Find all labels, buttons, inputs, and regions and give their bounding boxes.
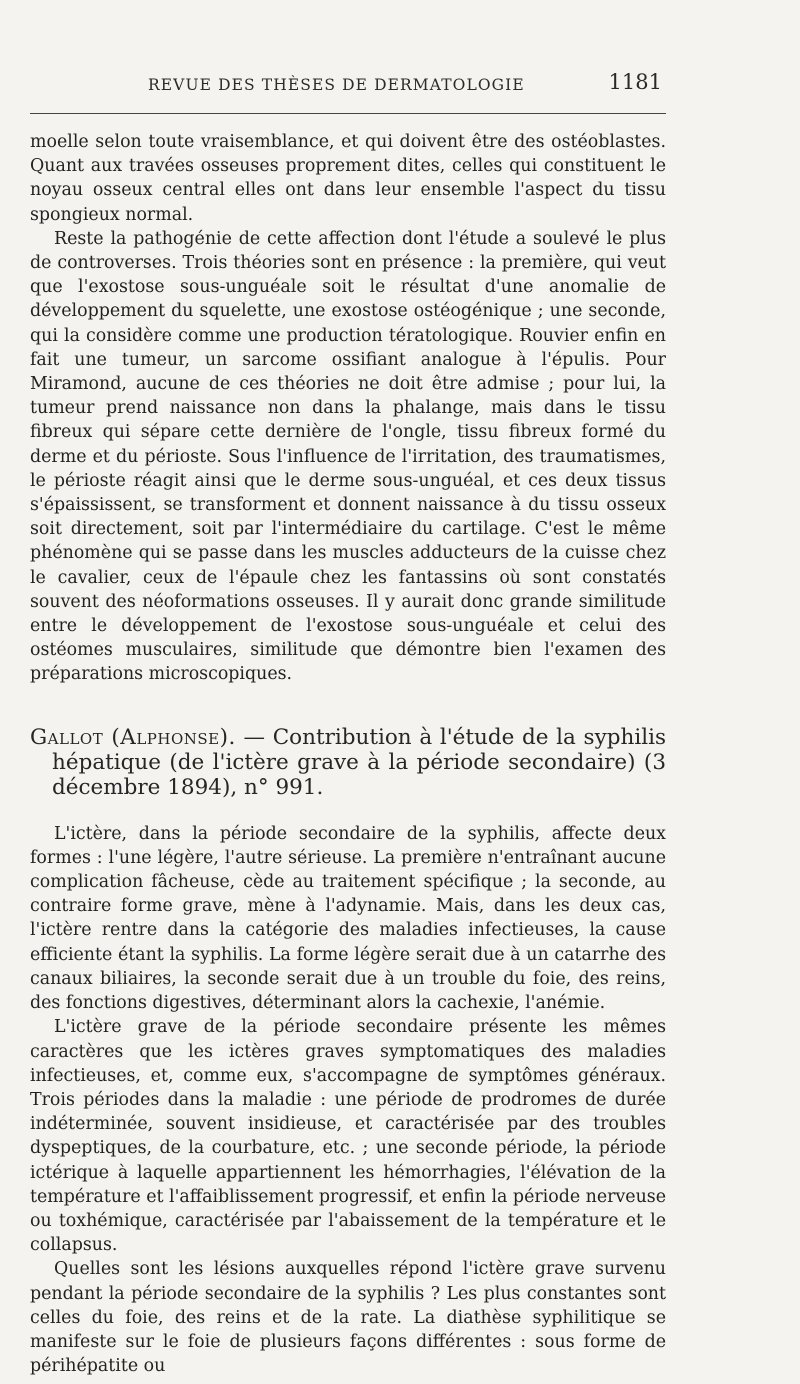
header-rule bbox=[30, 113, 666, 114]
thesis-title: — Contribution à l'étude de la syphilis hépatique (de l'ictère grave à la période secondaire) (3 décembre 1894), n° 991. bbox=[52, 724, 666, 800]
running-title: REVUE DES THÈSES DE DERMATOLOGIE bbox=[148, 76, 525, 94]
paragraph-icterus-grave: L'ictère grave de la période secondaire présente les mêmes caractères que les ictères graves symptomatiques des maladies infectieuses, et, comme eux, s'accompagne de symptômes généraux. Trois périodes dans la maladie : une période de prodromes de durée indéterminée, souvent insidieuse, et caractérisée par des troubles dyspeptiques, de la courbature, etc. ; une seconde période, la période ictérique à laquelle appartiennent les hémorrhagies, l'élévation de la température et l'affaiblissement progressif, et enfin la période nerveuse ou toxhémique, caractérisée par l'abaissement de la température et le collapsus. bbox=[30, 1017, 666, 1256]
page-body bbox=[30, 130, 666, 1378]
thesis-entry-heading bbox=[30, 725, 666, 800]
running-head bbox=[30, 70, 666, 104]
paragraph-icterus-forms: L'ictère, dans la période secondaire de la syphilis, affecte deux formes : l'une légère, l'autre sérieuse. La première n'entraînant aucune complication fâcheuse, cède au traitement spécifique ; la seconde, au contraire forme grave, mène à l'adynamie. Mais, dans les deux cas, l'ictère rentre dans la catégorie des maladies infectieuses, la cause efficiente étant la syphilis. La forme légère serait due à un catarrhe des canaux biliaires, la seconde serait due à un trouble du foie, des reins, des fonctions digestives, déterminant alors la cachexie, l'anémie. bbox=[30, 823, 666, 1014]
thesis-author: Gallot (Alphonse). bbox=[30, 724, 236, 750]
paragraph-pathogenesis: Reste la pathogénie de cette affection dont l'étude a soulevé le plus de controverses. Trois théories sont en présence : la première, qui veut que l'exostose sous-unguéale soit le résultat d'une anomalie de développement du squelette, une exostose ostéogénique ; une seconde, qui la considère comme une production tératologique. Rouvier enfin en fait une tumeur, un sarcome ossifiant analogue à l'épulis. Pour Miramond, aucune de ces théories ne doit être admise ; pour lui, la tumeur prend naissance non dans la phalange, mais dans le tissu fibreux qui sépare cette dernière de l'ongle, tissu fibreux formé du derme et du périoste. Sous l'influence de l'irritation, des traumatismes, le périoste réagit ainsi que le derme sous-unguéal, et ces deux tissus s'épaississent, se transforment et donnent naissance à du tissu osseux soit directement, soit par l'intermédiaire du cartilage. C'est le même phénomène qui se passe dans les muscles adducteurs de la cuisse chez le cavalier, ceux de l'épaule chez les fantassins où sont constatés souvent des néoformations osseuses. Il y aurait donc grande similitude entre le développement de l'exostose sous-unguéale et celui des ostéomes musculaires, similitude que démontre bien l'examen des préparations microscopiques. bbox=[30, 228, 666, 685]
page-number: 1181 bbox=[608, 70, 662, 94]
paragraph-lesions: Quelles sont les lésions auxquelles répond l'ictère grave survenu pendant la période secondaire de la syphilis ? Les plus constantes sont celles du foie, des reins et de la rate. La diathèse syphilitique se manifeste sur le foie de plusieurs façons différentes : sous forme de périhépatite ou bbox=[30, 1259, 666, 1377]
paragraph-continuation: moelle selon toute vraisemblance, et qui doivent être des ostéoblastes. Quant aux travées osseuses proprement dites, celles qui constituent le noyau osseux central elles ont dans leur ensemble l'aspect du tissu spongieux normal. bbox=[30, 132, 666, 225]
